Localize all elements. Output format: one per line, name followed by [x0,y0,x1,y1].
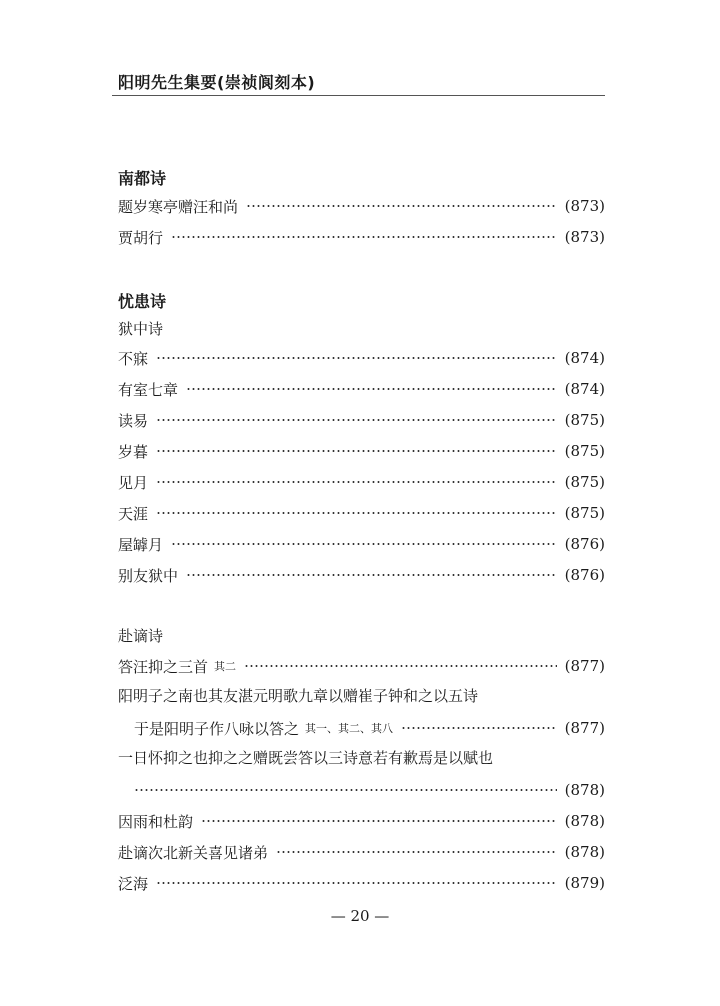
toc-entry[interactable] [118,408,605,432]
toc-entry[interactable] [118,194,605,218]
subsection-title-fuzhe: 赴谪诗 [118,627,164,645]
toc-entry[interactable] [134,778,605,802]
entry-page: (878) [564,781,605,799]
subsection-title-yuzhong: 狱中诗 [118,320,164,338]
dot-leader [156,450,557,452]
entry-title: 答汪抑之三首 [118,657,209,676]
toc-entry-line[interactable] [118,747,605,771]
entry-title: 见月 [118,473,149,492]
entry-page: (879) [564,874,605,892]
dot-leader [401,727,557,729]
entry-page: (877) [564,657,605,675]
toc-entry[interactable] [118,501,605,525]
entry-note: 其一、其二、其八 [305,722,394,735]
entry-page: (875) [564,411,605,429]
toc-entry[interactable] [118,377,605,401]
dot-leader [134,789,557,791]
toc-entry[interactable] [118,840,605,864]
entry-note: 其二 [214,660,237,673]
entry-title: 天涯 [118,504,149,523]
toc-entry[interactable] [118,809,605,833]
entry-page: (875) [564,473,605,491]
entry-title: 于是阳明子作八咏以答之 [134,719,300,738]
toc-entry[interactable] [118,346,605,370]
toc-entry[interactable] [118,563,605,587]
toc-entry[interactable] [118,225,605,249]
dot-leader [276,851,557,853]
toc-entry[interactable] [134,716,605,740]
header-rule [112,95,605,96]
entry-title: 泛海 [118,874,149,893]
entry-page: (875) [564,504,605,522]
entry-title: 题岁寒亭赠汪和尚 [118,197,239,216]
entry-title: 赴谪次北新关喜见诸弟 [118,843,269,862]
section-title-nandu: 南都诗 [118,169,167,188]
dot-leader [186,574,557,576]
entry-title: 岁暮 [118,442,149,461]
entry-title: 贾胡行 [118,228,164,247]
toc-entry[interactable] [118,871,605,895]
entry-page: (878) [564,812,605,830]
entry-page: (873) [564,228,605,246]
dot-leader [156,419,557,421]
entry-page: (874) [564,349,605,367]
entry-title: 读易 [118,411,149,430]
toc-entry[interactable] [118,439,605,463]
entry-title: 别友狱中 [118,566,179,585]
toc-entry[interactable] [118,470,605,494]
entry-title: 不寐 [118,349,149,368]
page-number: — 20 — [330,907,390,925]
dot-leader [156,357,557,359]
entry-title: 屋罅月 [118,535,164,554]
toc-entry-line[interactable] [118,685,605,709]
entry-title: 一日怀抑之也抑之之赠既尝答以三诗意若有歉焉是以赋也 [118,749,494,767]
entry-page: (878) [564,843,605,861]
section-title-youhuan: 忧患诗 [118,292,167,311]
dot-leader [156,882,557,884]
entry-page: (874) [564,380,605,398]
dot-leader [201,820,557,822]
dot-leader [171,236,557,238]
dot-leader [246,205,557,207]
entry-title: 因雨和杜韵 [118,812,194,831]
entry-page: (877) [564,719,605,737]
running-header: 阳明先生集要(崇祯阆刻本) [118,73,316,92]
dot-leader [186,388,557,390]
toc-entry[interactable] [118,532,605,556]
toc-entry[interactable] [118,654,605,678]
entry-page: (873) [564,197,605,215]
entry-title: 有室七章 [118,380,179,399]
dot-leader [171,543,557,545]
entry-page: (876) [564,535,605,553]
entry-title: 阳明子之南也其友湛元明歌九章以赠崔子钟和之以五诗 [118,687,479,705]
dot-leader [156,481,557,483]
dot-leader [156,512,557,514]
entry-page: (875) [564,442,605,460]
dot-leader [244,665,557,667]
entry-page: (876) [564,566,605,584]
